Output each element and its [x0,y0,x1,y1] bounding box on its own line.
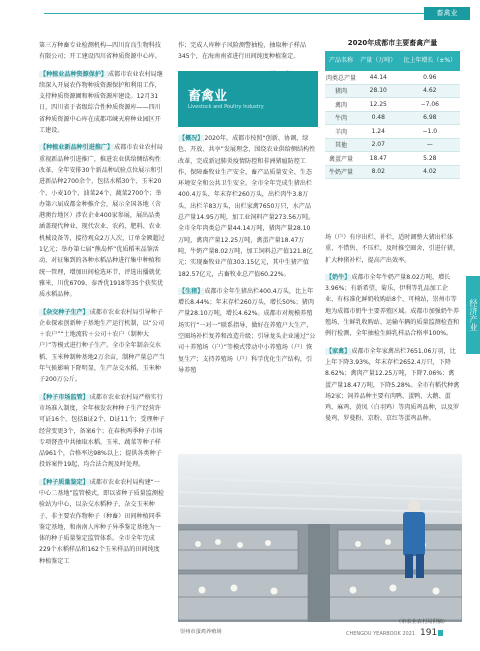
paragraph: 【种子质量鉴定】成都市农业农村局构建“一中心二基地”监管模式，即以省种子质量监测检验站为中心，以杂交水稻种子、杂交玉米种子、非主要农作物种子（种畜）田间种植同季鉴定基地，和南南人库种子异季鉴定基地为一体的种子质量鉴定监管体系。全市全年完成229个水稻样品和162个玉米样品的田间纯度种植鉴定工 [39,478,165,565]
column-header: 比上年增长（±%） [400,51,460,71]
section-title: 畜禽业 [188,89,228,104]
table-row: 牛肉 0.48 6.98 [325,111,460,125]
paragraph: 第三方种畜专业检测机构—四川育良生物科技有限公司；开工建设四川省种质资源中心库。 [39,42,161,61]
paragraph-heading: 【种植业品种资源保护】 [40,70,108,78]
table-row: 猪肉 28.10 4.62 [325,84,460,98]
paragraph: 作；完成人库种子风险测警抽检，抽取种子样品345个，在海南南省进行田间纯度种植鉴定。 [178,42,306,61]
footer-yearbook: CHENGDU YEARBOOK 2021 [346,631,416,637]
table-header-row [325,51,460,71]
paragraph-heading: 【奶牛】 [326,273,351,281]
chapter-side-tab: 经济产业 [466,276,480,354]
paragraph: 【奶牛】成都市全年牛奶产量8.02万吨，增长3.96%；有新希望、菊乐、伊利等乳品加工企业，有标准化鲜奶收购站8个、可椅站，崇州市等地为成都市奶牛主要养殖区域。成都市加强奶牛养殖场、生鲜乳收购站、运输车辆的质量监测检查和例行检测，全年抽检生鲜乳样品合格率100%。 [325,273,460,338]
paragraph: 【种植业新品种引进推广】成都市农业农村局重视新品种引进推广，推进农业供给侧结构性改革，全年安排30个新品种试验点位展示和引进新品种2700余个，包括水稻30个、玉米20个、小麦10个、油菜24个、蔬菜2700个；举办第六届成都金种推介会，展示全国各地（含港澳台地区）涉农企业400家参展，展出品类涵盖现代种业、现代农业、农药、肥料、农业机械设备等，接待观众2万人次，订单金额超过1亿元；举办第七届“熊岛杯”优质稻米品鉴活动，对征集到的各种水稻品种进行集中种植和统一管理，增加田间检选环节，评选出播就优雅米、川优6709、泰香优1918等35个获奖优质水稻品种。 [39,144,165,299]
paragraph-heading: 【种植业新品种引进推广】 [40,144,114,152]
paragraph-heading: 【生猪】 [179,287,204,295]
middle-column [178,133,316,382]
section-badge: 畜禽业 [424,7,470,20]
page-number: 191 [420,628,438,638]
paragraph-heading: 【家禽】 [326,347,351,355]
table-row: 禽蛋产量 18.47 5.28 [325,152,460,166]
section-title-box [178,71,318,127]
poultry-farm-photo [178,454,462,622]
paragraph: 【种植业品种资源保护】成都市农业农村局继续深入开展农作物种质资源保护和利用工作，支持种质资源圃和种质资源库建设。12月31日，四川省于省级综合性种质资源库——四川省种质资源中心库在成都邛崃天府种业园区开工建设。 [39,70,163,135]
paragraph: 【生猪】成都市全年生猪出栏400.4万头，比上年增长8.44%；年末存栏260万头，增长50%；猪肉产量28.10万吨，增长4.62%。成都市对规模养殖场实行“一对一”联系指导，做好在养殖户大生产，空圈场补栏复养和改造升级；引导龙头企业通过“公司＋养殖场（户）”等模式带动中小养殖场（户）恢复生产；支持养殖场（户）科学优化生产结构，引导养殖 [178,287,316,374]
paragraph-heading: 【杂交种子生产】 [40,308,89,316]
paragraph: 【杂交种子生产】成都市农业农村局引导种子企业探索创新种子基地生产运行机制，以“公司＋农户”“土地流转＋公司＋农户（制种大户）”等模式进行种子生产。全市全年制杂交水稻、玉米种制种基地2万余亩，制种产量总产当年气候影响下降明显，生产杂交水稻、玉米种子200万公斤。 [39,308,165,384]
photo-caption: 崇州市蛋鸡养殖场 [180,629,222,635]
table-title: 2020年成都市主要畜禽产量 [347,39,438,47]
paragraph: 【家禽】成都市全年家禽出栏7651.06万羽，比上年下降3.93%，年末存栏2652.4万只，下降8.62%；禽肉产量12.25万吨，下降7.06%；禽蛋产量18.47万吨，下降5.28%。全市有稻代种禽场2家；饲养品种主要有肉鸭、蛋鸭、大鹅、蛋鸡、麻鸡、黄凤（白羽鸡）等肉质鸡品种，以及罗曼鸡、罗曼粉、京粉、京红等蛋鸡品种。 [325,347,460,423]
paragraph-heading: 【概况】 [179,135,204,142]
column-header: 产品名称 [325,51,357,71]
paragraph: 场（户）有序出栏、补栏，适时调整大猪出栏体重、不惜售、不压栏，及时推空圈舍，引进仔猪，扩大种猪补栏，提高产出效率。 [325,234,460,264]
poultry-farm-illustration [178,454,462,622]
paragraph: 【种子市场监管】成都市农业农村局严格实行市场准入制度，全年核发农种种子生产经营许可证16个，包括B证2个、D证11个；受理种子经营变更3个，备案6个；在春秋两季种子市场专项督查中共抽取水稻、玉米、蔬菜等种子样品961个，合格率达98%以上；提供各类种子投诉案件19起，均合法合规及时处理。 [39,393,165,469]
header-rule [44,13,424,14]
data-table [325,51,460,179]
table-row: 肉类总产量 44.14 0.96 [325,71,460,84]
table-row: 牛奶产量 8.02 4.02 [325,165,460,179]
column-header: 产量（万吨） [357,51,400,71]
table-row: 其他 2.07 — [325,138,460,152]
paragraph-heading: 【种子市场监管】 [40,393,89,401]
production-table [325,38,460,179]
table-row: 羊肉 1.24 −1.0 [325,125,460,139]
table-row: 禽肉 12.25 −7.06 [325,98,460,112]
photo-credit: （市农业农村局供稿） [396,619,448,625]
paragraph: 【概况】2020年，成都市按照“创新、协调、绿色、开放、共享”发展理念，围绕农业供给侧结构性改革，完成新冠肺炎疫情防控和非洲猪瘟防控工作，保障畜牧业生产安全、畜产品质量安全、生态环境安全和公共卫生安全。全市全年完成生猪出栏400.4万头、年末存栏260万头，出栏肉牛3.8万头，出栏羊83万头，出栏家禽7650万只，水产品总产量14.95万吨，加工业饲料产量273.56万吨。全市全年肉类总产量44.14万吨，猪肉产量28.10万吨，禽肉产量12.25万吨，禽蛋产量18.47万吨，牛奶产量8.02万吨，加工饲料总产值121.8亿元；实现畜牧业产值303.15亿元，其中生猪产值182.57亿元，占畜牧业总产值60.22%。 [178,135,316,278]
section-title-en: Livestock and Poultry Industry [188,104,264,110]
right-column [325,232,460,431]
left-column [39,40,165,573]
footer-accent-bar [438,630,443,636]
paragraph-heading: 【种子质量鉴定】 [40,478,89,486]
